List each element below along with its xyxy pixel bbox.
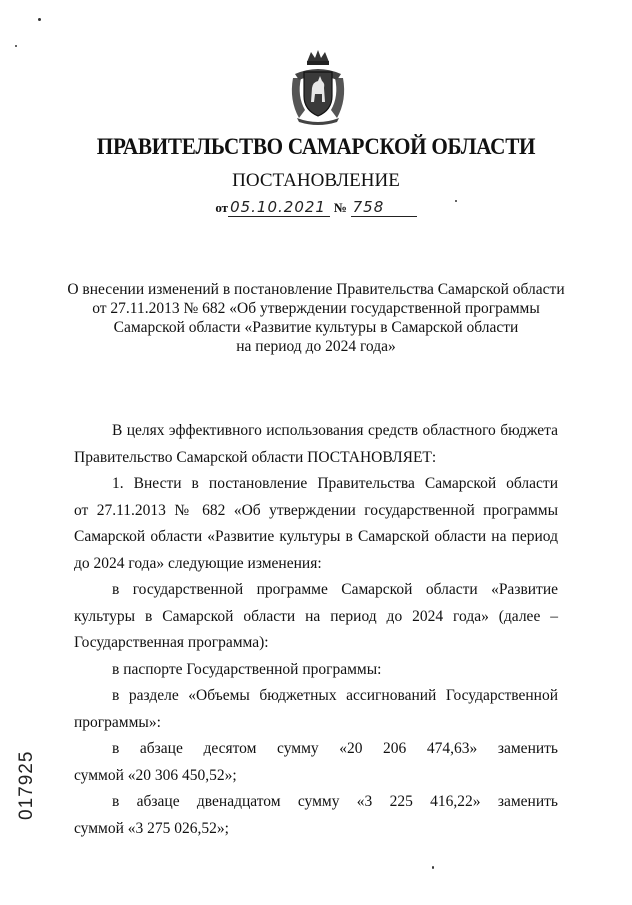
scan-speck	[432, 866, 434, 869]
government-title: ПРАВИТЕЛЬСТВО САМАРСКОЙ ОБЛАСТИ	[96, 134, 536, 159]
document-type: ПОСТАНОВЛЕНИЕ	[232, 170, 400, 191]
body-line: в абзаце двенадцатом сумму «3 225 416,22» заменить	[112, 793, 558, 810]
scan-speck	[38, 18, 41, 21]
document-title	[0, 280, 632, 356]
title-line: О внесении изменений в постановление Правительства Самарской области	[67, 281, 565, 298]
number-prefix: №	[333, 200, 347, 215]
document-date: 05.10.2021	[228, 198, 330, 217]
body-line: Самарской области «Развитие культуры в Самарской области на период	[74, 528, 558, 545]
body-line: до 2024 года» следующие изменения:	[74, 554, 322, 572]
body-line: 1. Внести в постановление Правительства Самарской области	[112, 475, 558, 492]
document-number: 758	[351, 198, 417, 217]
body-line: культуры в Самарской области на период до 2024 года» (далее –	[74, 607, 558, 625]
body-line: программы»:	[74, 713, 161, 731]
scan-speck	[455, 200, 457, 202]
date-prefix: от	[215, 200, 229, 215]
body-line: суммой «3 275 026,52»;	[74, 819, 229, 837]
date-number-line	[0, 198, 632, 217]
coat-of-arms-emblem	[285, 48, 351, 126]
body-line: Правительство Самарской области ПОСТАНОВЛЯЕТ:	[74, 448, 437, 466]
document-body	[74, 418, 558, 842]
title-line: на период до 2024 года»	[236, 338, 396, 355]
body-line: Государственная программа):	[74, 634, 269, 651]
title-line: от 27.11.2013 № 682 «Об утверждении государственной программы	[92, 300, 540, 317]
body-line: в абзаце десятом сумму «20 206 474,63» заменить	[112, 740, 558, 757]
body-line: в паспорте Государственной программы:	[112, 660, 382, 678]
scan-speck	[15, 45, 17, 47]
title-line: Самарской области «Развитие культуры в Самарской области	[113, 319, 519, 336]
body-line: от 27.11.2013 № 682 «Об утверждении государственной программы	[74, 501, 558, 519]
body-line: суммой «20 306 450,52»;	[74, 766, 237, 784]
body-line: В целях эффективного использования средств областного бюджета	[112, 422, 558, 439]
body-line: в разделе «Объемы бюджетных ассигнований Государственной	[112, 687, 558, 704]
body-line: в государственной программе Самарской области «Развитие	[112, 581, 558, 598]
serial-number: 017925	[16, 750, 37, 820]
